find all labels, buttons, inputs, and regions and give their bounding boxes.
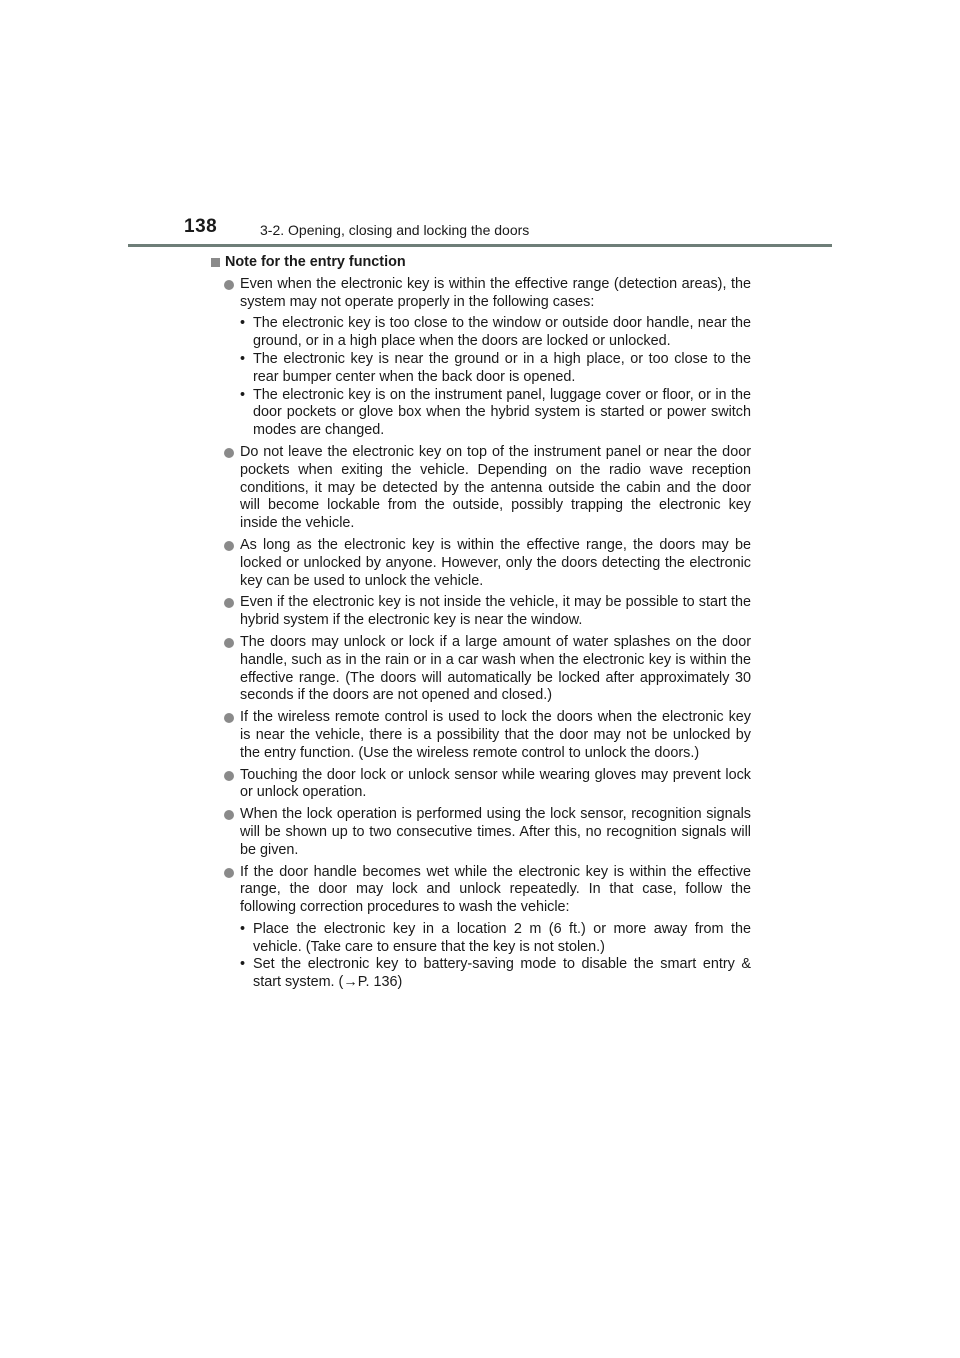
- sub-list-item: [240, 351, 751, 387]
- list-item-text: Touching the door lock or unlock sensor while wearing gloves may prevent lock or unlock operation.: [240, 766, 751, 801]
- sub-bullet-icon: •: [240, 920, 246, 937]
- note-heading-text: Note for the entry function: [225, 254, 406, 270]
- circle-bullet-icon: [224, 713, 234, 723]
- circle-bullet-icon: [224, 810, 234, 820]
- list-item: [211, 444, 751, 533]
- sub-bullet-icon: •: [240, 315, 246, 332]
- list-item: [211, 537, 751, 590]
- circle-bullet-icon: [224, 598, 234, 608]
- sub-list: [240, 921, 751, 992]
- list-item-text: If the wireless remote control is used to lock the doors when the electronic key is near the vehicle, there is a possibility that the door may not be unlocked by the entry function. (Use the wireless remote control to unlock the doors.): [240, 709, 751, 761]
- header-rule: [128, 244, 832, 247]
- list-item-text: Even if the electronic key is not inside the vehicle, it may be possible to start the hybrid system if the electronic key is near the window.: [240, 594, 751, 629]
- list-item-text: If the door handle becomes wet while the electronic key is within the effective range, the door may lock and unlock repeatedly. In that case, follow the following correction procedures to wash the vehicle:: [240, 863, 751, 916]
- sub-list: [240, 315, 751, 440]
- sub-list-item: [240, 387, 751, 440]
- list-item: [211, 709, 751, 762]
- sub-list-item-text: The electronic key is too close to the window or outside door handle, near the ground, or in a high place when the doors are locked or unlocked.: [253, 315, 751, 350]
- sub-list-item: [240, 956, 751, 992]
- sub-list-item: [240, 315, 751, 351]
- sub-list-item-text: Place the electronic key in a location 2 m (6 ft.) or more away from the vehicle. (Take care to ensure that the key is not stolen.): [253, 920, 751, 955]
- list-item-text: The doors may unlock or lock if a large amount of water splashes on the door handle, such as in the rain or in a car wash when the electronic key is within the effective range. (The doors will automatically be locked after approximately 30 seconds if the doors are not opened and closed.): [240, 633, 751, 704]
- circle-bullet-icon: [224, 280, 234, 290]
- list-item-text: Even when the electronic key is within the effective range (detection areas), the system may not operate properly in the following cases:: [240, 275, 751, 310]
- list-item: [211, 594, 751, 630]
- list-item-text: Do not leave the electronic key on top of the instrument panel or near the door pockets when exiting the vehicle. Depending on the radio wave reception conditions, it may be detected by the antenna outside the cabin and the door will become lockable from the outside, possibly trapping the electronic key inside the vehicle.: [240, 443, 751, 532]
- page-number: 138: [184, 216, 218, 237]
- sub-list-item: [240, 921, 751, 957]
- note-section: [211, 254, 751, 992]
- list-item: [211, 806, 751, 859]
- note-heading: [211, 254, 751, 272]
- sub-list-item-text: The electronic key is near the ground or in a high place, or too close to the rear bumper center when the back door is opened.: [253, 350, 751, 385]
- circle-bullet-icon: [224, 771, 234, 781]
- list-item-text: When the lock operation is performed using the lock sensor, recognition signals will be shown up to two consecutive times. After this, no recognition signals will be given.: [240, 806, 751, 858]
- sub-list-item-text: The electronic key is on the instrument panel, luggage cover or floor, or in the door pockets or glove box when the hybrid system is started or power switch modes are changed.: [253, 386, 751, 439]
- sub-bullet-icon: •: [240, 956, 246, 973]
- circle-bullet-icon: [224, 638, 234, 648]
- list-item: [211, 276, 751, 440]
- sub-list-item-text: Set the electronic key to battery-saving mode to disable the smart entry & start system. (→P. 136): [253, 956, 751, 991]
- sub-bullet-icon: •: [240, 350, 246, 367]
- circle-bullet-icon: [224, 448, 234, 458]
- circle-bullet-icon: [224, 541, 234, 551]
- list-item: [211, 634, 751, 705]
- square-bullet-icon: [211, 258, 220, 267]
- list-item: [211, 864, 751, 993]
- circle-bullet-icon: [224, 868, 234, 878]
- section-title: 3-2. Opening, closing and locking the doors: [260, 222, 530, 238]
- list-item: [211, 767, 751, 803]
- list-item-text: As long as the electronic key is within the effective range, the doors may be locked or unlocked by anyone. However, only the doors detecting the electronic key can be used to unlock the vehicle.: [240, 536, 751, 589]
- sub-bullet-icon: •: [240, 386, 246, 403]
